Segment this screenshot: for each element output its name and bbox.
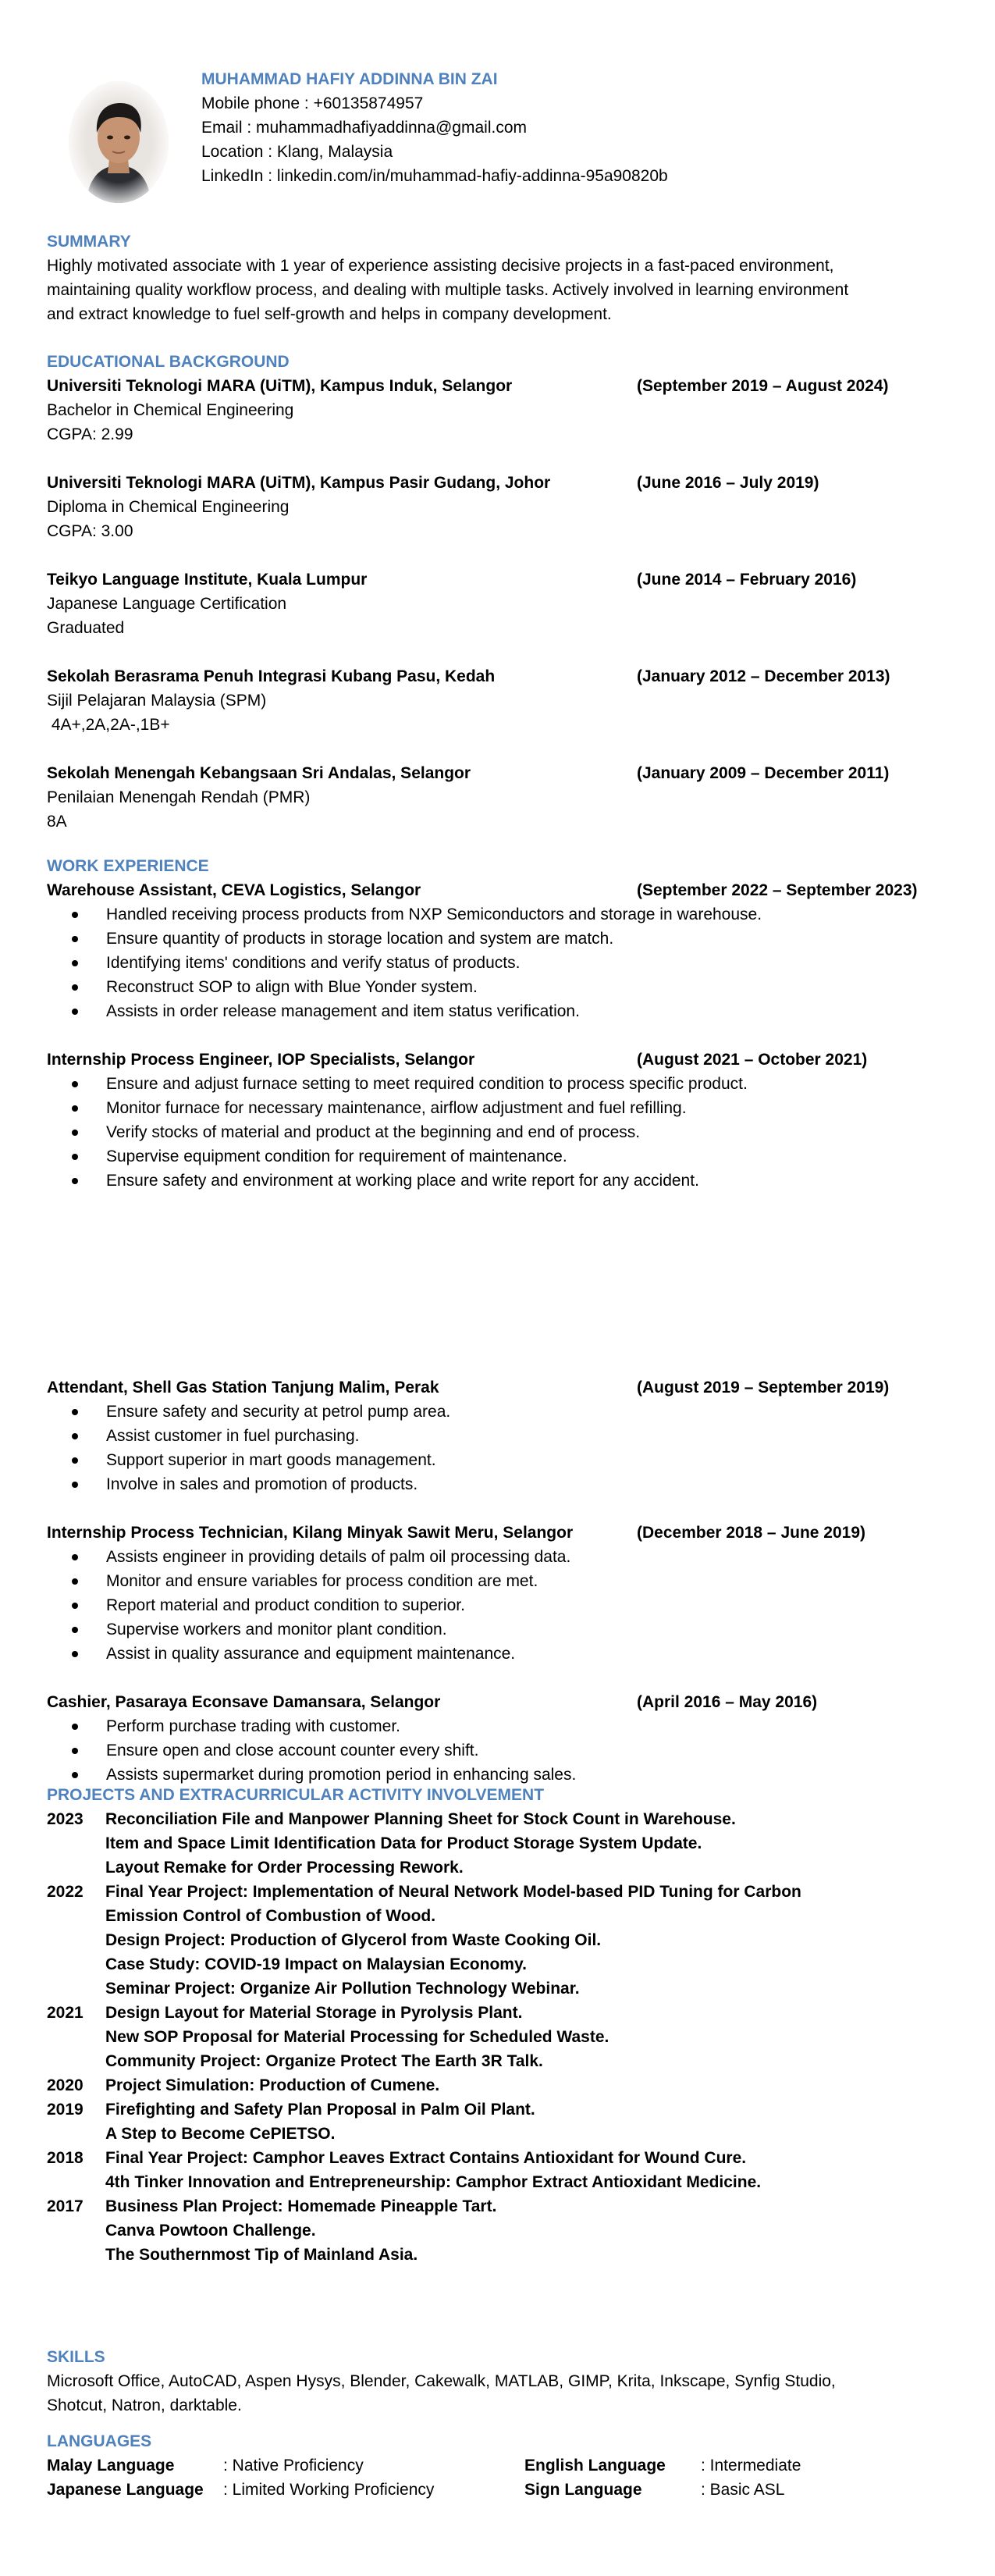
list-item: Assist customer in fuel purchasing. bbox=[47, 1424, 952, 1448]
project-item: 4th Tinker Innovation and Entrepreneurship: Camphor Extract Antioxidant Medicine. bbox=[105, 2173, 762, 2191]
list-item: Assists in order release management and item status verification. bbox=[47, 999, 952, 1023]
result: 8A bbox=[47, 813, 67, 831]
institution-name: Teikyo Language Institute, Kuala Lumpur bbox=[47, 571, 368, 589]
work-entry bbox=[47, 1690, 952, 1787]
qualification: Penilaian Menengah Rendah (PMR) bbox=[47, 788, 311, 806]
entry-dates: (December 2018 – June 2019) bbox=[637, 1524, 866, 1542]
job-title: Internship Process Engineer, IOP Specialists, Selangor bbox=[47, 1051, 475, 1069]
list-item: Assist in quality assurance and equipment maintenance. bbox=[47, 1642, 952, 1666]
candidate-name: MUHAMMAD HAFIY ADDINNA BIN ZAI bbox=[201, 70, 498, 88]
entry-dates: (September 2019 – August 2024) bbox=[637, 377, 889, 395]
skills-section bbox=[47, 2345, 952, 2418]
education-entry bbox=[47, 664, 952, 737]
work-entry bbox=[47, 1521, 952, 1666]
job-title: Warehouse Assistant, CEVA Logistics, Selangor bbox=[47, 881, 421, 899]
email-address[interactable]: Email : muhammadhafiyaddinna@gmail.com bbox=[201, 119, 527, 137]
section-title: LANGUAGES bbox=[47, 2432, 152, 2450]
project-year: 2020 bbox=[47, 2076, 84, 2094]
entry-heading bbox=[47, 1375, 952, 1400]
contact-header bbox=[201, 67, 904, 188]
list-item: Ensure open and close account counter every shift. bbox=[47, 1738, 952, 1763]
project-year: 2022 bbox=[47, 1883, 84, 1901]
project-year-group bbox=[47, 2146, 952, 2194]
language-row bbox=[47, 2478, 952, 2502]
language-level: : Limited Working Proficiency bbox=[223, 2481, 435, 2499]
projects-section bbox=[47, 1783, 952, 2267]
list-item: Report material and product condition to superior. bbox=[47, 1593, 952, 1617]
project-item: Reconciliation File and Manpower Planning Sheet for Stock Count in Warehouse. bbox=[105, 1810, 736, 1828]
project-item: New SOP Proposal for Material Processing for Scheduled Waste. bbox=[105, 2028, 609, 2046]
duty-list bbox=[47, 1400, 952, 1496]
list-item: Ensure safety and security at petrol pump area. bbox=[47, 1400, 952, 1424]
skills-line: Shotcut, Natron, darktable. bbox=[47, 2396, 242, 2414]
qualification: Bachelor in Chemical Engineering bbox=[47, 401, 294, 419]
language-level: : Basic ASL bbox=[701, 2481, 785, 2499]
section-title: EDUCATIONAL BACKGROUND bbox=[47, 353, 290, 371]
profile-photo bbox=[69, 81, 169, 203]
list-item: Identifying items' conditions and verify status of products. bbox=[47, 951, 952, 975]
project-item: Final Year Project: Implementation of Neural Network Model-based PID Tuning for Carbon bbox=[105, 1883, 801, 1901]
project-item: Project Simulation: Production of Cumene. bbox=[105, 2076, 440, 2094]
linkedin-link[interactable]: LinkedIn : linkedin.com/in/muhammad-hafiy-addinna-95a90820b bbox=[201, 167, 668, 185]
project-year-group bbox=[47, 2194, 952, 2267]
person-avatar-icon bbox=[69, 81, 169, 203]
project-year: 2021 bbox=[47, 2004, 84, 2022]
language-level: : Native Proficiency bbox=[223, 2457, 364, 2475]
summary-text-line: maintaining quality workflow process, and dealing with multiple tasks. Actively involved in learning environment bbox=[47, 281, 849, 299]
skills-line: Microsoft Office, AutoCAD, Aspen Hysys, Blender, Cakewalk, MATLAB, GIMP, Krita, Inkscape, Synfig Studio, bbox=[47, 2372, 836, 2390]
summary-section bbox=[47, 229, 952, 326]
project-year: 2023 bbox=[47, 1810, 84, 1828]
result: Graduated bbox=[47, 619, 125, 637]
project-item: Seminar Project: Organize Air Pollution Technology Webinar. bbox=[105, 1980, 580, 1998]
result: CGPA: 3.00 bbox=[47, 522, 133, 540]
section-title: SUMMARY bbox=[47, 233, 131, 251]
list-item: Ensure and adjust furnace setting to meet required condition to process specific product. bbox=[47, 1072, 952, 1096]
education-entry bbox=[47, 374, 952, 447]
language-name: English Language bbox=[524, 2457, 666, 2475]
institution-name: Sekolah Berasrama Penuh Integrasi Kubang Pasu, Kedah bbox=[47, 667, 496, 685]
project-item: Firefighting and Safety Plan Proposal in Palm Oil Plant. bbox=[105, 2101, 535, 2119]
list-item: Supervise workers and monitor plant condition. bbox=[47, 1617, 952, 1642]
job-title: Attendant, Shell Gas Station Tanjung Malim, Perak bbox=[47, 1379, 439, 1397]
duty-list bbox=[47, 902, 952, 1023]
summary-text-line: Highly motivated associate with 1 year of experience assisting decisive projects in a fast-paced environment, bbox=[47, 257, 834, 275]
duty-list bbox=[47, 1545, 952, 1666]
project-item: Canva Powtoon Challenge. bbox=[105, 2222, 316, 2240]
list-item: Handled receiving process products from NXP Semiconductors and storage in warehouse. bbox=[47, 902, 952, 927]
institution-name: Universiti Teknologi MARA (UiTM), Kampus Pasir Gudang, Johor bbox=[47, 474, 551, 492]
language-name: Sign Language bbox=[524, 2481, 642, 2499]
entry-dates: (January 2009 – December 2011) bbox=[637, 764, 890, 782]
entry-dates: (August 2019 – September 2019) bbox=[637, 1379, 890, 1397]
languages-section bbox=[47, 2429, 952, 2502]
list-item: Assists supermarket during promotion period in enhancing sales. bbox=[47, 1763, 952, 1787]
work-entry bbox=[47, 878, 952, 1023]
list-item: Monitor and ensure variables for process condition are met. bbox=[47, 1569, 952, 1593]
project-item: Design Project: Production of Glycerol from Waste Cooking Oil. bbox=[105, 1931, 602, 1949]
project-year: 2019 bbox=[47, 2101, 84, 2119]
entry-dates: (April 2016 – May 2016) bbox=[637, 1693, 818, 1711]
entry-dates: (September 2022 – September 2023) bbox=[637, 881, 918, 899]
summary-text-line: and extract knowledge to fuel self-growth and helps in company development. bbox=[47, 305, 612, 323]
job-title: Cashier, Pasaraya Econsave Damansara, Selangor bbox=[47, 1693, 441, 1711]
list-item: Support superior in mart goods management. bbox=[47, 1448, 952, 1472]
project-item: Case Study: COVID-19 Impact on Malaysian Economy. bbox=[105, 1955, 527, 1973]
list-item: Perform purchase trading with customer. bbox=[47, 1714, 952, 1738]
project-item: Item and Space Limit Identification Data for Product Storage System Update. bbox=[105, 1834, 702, 1852]
qualification: Japanese Language Certification bbox=[47, 595, 287, 613]
list-item: Reconstruct SOP to align with Blue Yonder system. bbox=[47, 975, 952, 999]
location: Location : Klang, Malaysia bbox=[201, 143, 393, 161]
education-entry bbox=[47, 471, 952, 543]
language-name: Japanese Language bbox=[47, 2481, 204, 2499]
list-item: Verify stocks of material and product at the beginning and end of process. bbox=[47, 1120, 952, 1144]
result: CGPA: 2.99 bbox=[47, 425, 133, 443]
institution-name: Sekolah Menengah Kebangsaan Sri Andalas, Selangor bbox=[47, 764, 471, 782]
duty-list bbox=[47, 1714, 952, 1787]
list-item: Supervise equipment condition for requirement of maintenance. bbox=[47, 1144, 952, 1169]
project-item: Design Layout for Material Storage in Pyrolysis Plant. bbox=[105, 2004, 523, 2022]
mobile-phone: Mobile phone : +60135874957 bbox=[201, 94, 424, 112]
entry-heading bbox=[47, 761, 952, 785]
section-title: PROJECTS AND EXTRACURRICULAR ACTIVITY INVOLVEMENT bbox=[47, 1786, 545, 1804]
project-item: Layout Remake for Order Processing Rework. bbox=[105, 1859, 464, 1877]
entry-heading bbox=[47, 471, 952, 495]
result: 4A+,2A,2A-,1B+ bbox=[47, 716, 170, 734]
entry-heading bbox=[47, 374, 952, 398]
list-item: Involve in sales and promotion of products. bbox=[47, 1472, 952, 1496]
project-item: Final Year Project: Camphor Leaves Extract Contains Antioxidant for Wound Cure. bbox=[105, 2149, 747, 2167]
project-year-group bbox=[47, 1807, 952, 1880]
qualification: Sijil Pelajaran Malaysia (SPM) bbox=[47, 692, 267, 710]
education-section bbox=[47, 350, 952, 834]
language-name: Malay Language bbox=[47, 2457, 175, 2475]
entry-dates: (June 2016 – July 2019) bbox=[637, 474, 819, 492]
project-year-group bbox=[47, 2097, 952, 2146]
project-item: A Step to Become CePIETSO. bbox=[105, 2125, 336, 2143]
education-entry bbox=[47, 761, 952, 834]
project-year-group bbox=[47, 2001, 952, 2073]
institution-name: Universiti Teknologi MARA (UiTM), Kampus Induk, Selangor bbox=[47, 377, 513, 395]
entry-heading bbox=[47, 1521, 952, 1545]
work-entry bbox=[47, 1375, 952, 1496]
education-entry bbox=[47, 568, 952, 640]
language-level: : Intermediate bbox=[701, 2457, 801, 2475]
entry-heading bbox=[47, 1048, 952, 1072]
project-year-group bbox=[47, 2073, 952, 2097]
entry-dates: (August 2021 – October 2021) bbox=[637, 1051, 868, 1069]
entry-heading bbox=[47, 878, 952, 902]
entry-dates: (January 2012 – December 2013) bbox=[637, 667, 890, 685]
section-title: SKILLS bbox=[47, 2348, 105, 2366]
work-section-continued bbox=[47, 1375, 952, 1787]
language-row bbox=[47, 2453, 952, 2478]
entry-heading bbox=[47, 568, 952, 592]
list-item: Ensure safety and environment at working place and write report for any accident. bbox=[47, 1169, 952, 1193]
project-year-group bbox=[47, 1880, 952, 2001]
list-item: Ensure quantity of products in storage location and system are match. bbox=[47, 927, 952, 951]
entry-dates: (June 2014 – February 2016) bbox=[637, 571, 857, 589]
entry-heading bbox=[47, 664, 952, 688]
section-title: WORK EXPERIENCE bbox=[47, 857, 209, 875]
duty-list bbox=[47, 1072, 952, 1193]
qualification: Diploma in Chemical Engineering bbox=[47, 498, 290, 516]
work-entry bbox=[47, 1048, 952, 1193]
project-item: Emission Control of Combustion of Wood. bbox=[105, 1907, 436, 1925]
project-year: 2018 bbox=[47, 2149, 84, 2167]
project-item: Community Project: Organize Protect The Earth 3R Talk. bbox=[105, 2052, 543, 2070]
project-item: Business Plan Project: Homemade Pineapple Tart. bbox=[105, 2197, 497, 2215]
project-year: 2017 bbox=[47, 2197, 84, 2215]
work-section bbox=[47, 854, 952, 1193]
project-item: The Southernmost Tip of Mainland Asia. bbox=[105, 2246, 418, 2264]
list-item: Assists engineer in providing details of palm oil processing data. bbox=[47, 1545, 952, 1569]
list-item: Monitor furnace for necessary maintenance, airflow adjustment and fuel refilling. bbox=[47, 1096, 952, 1120]
entry-heading bbox=[47, 1690, 952, 1714]
job-title: Internship Process Technician, Kilang Minyak Sawit Meru, Selangor bbox=[47, 1524, 574, 1542]
